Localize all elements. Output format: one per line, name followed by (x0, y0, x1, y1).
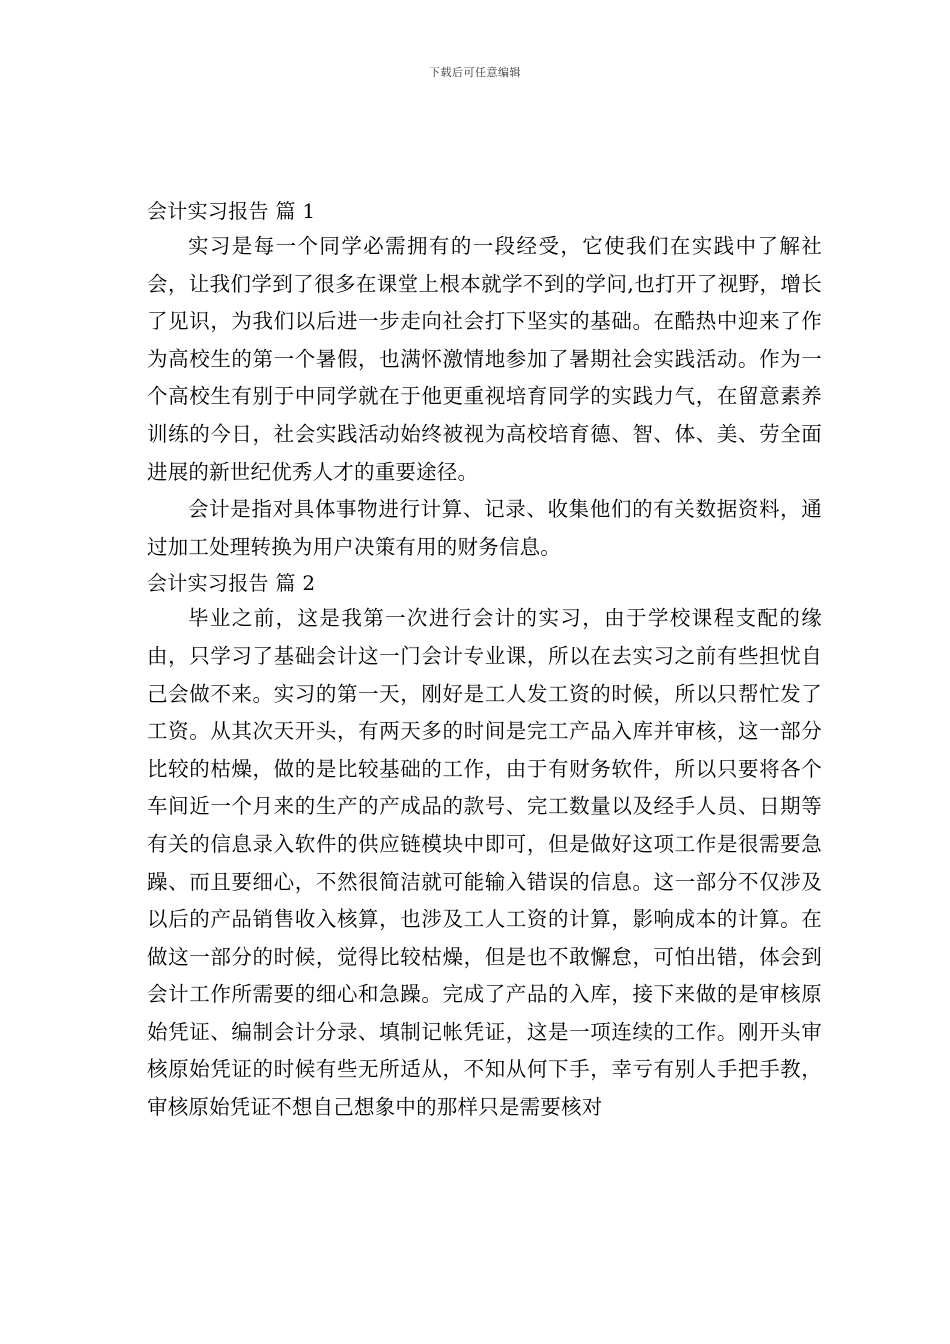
section-2-title: 会计实习报告 篇 2 (147, 571, 316, 596)
section-1-paragraph-2: 会计是指对具体事物进行计算、记录、收集他们的有关数据资料，通过加工处理转换为用户决策有用的财务信息。 (147, 497, 822, 559)
section-1-title: 会计实习报告 篇 1 (147, 199, 316, 223)
document-body (147, 194, 822, 1127)
page-header-note: 下载后可任意编辑 (429, 66, 521, 79)
section-2-paragraph-1: 毕业之前，这是我第一次进行会计的实习，由于学校课程支配的缘由，只学习了基础会计这一门会计专业课，所以在去实习之前有些担忧自己会做不来。实习的第一天，刚好是工人发工资的时候，所以只帮忙发了工资。从其次天开头，有两天多的时间是完工产品入库并审核，这一部分比较的枯燥，做的是比较基础的工作，由于有财务软件，所以只要将各个车间近一个月来的生产的产成品的款号、完工数量以及经手人员、日期等有关的信息录入软件的供应链模块中即可，但是做好这项工作是很需要急躁、而且要细心，不然很简洁就可能输入错误的信息。这一部分不仅涉及以后的产品销售收入核算，也涉及工人工资的计算，影响成本的计算。在做这一部分的时候，觉得比较枯燥，但是也不敢懈怠，可怕出错，体会到会计工作所需要的细心和急躁。完成了产品的入库，接下来做的是审核原始凭证、编制会计分录、填制记帐凭证，这是一项连续的工作。刚开头审核原始凭证的时候有些无所适从，不知从何下手，幸亏有别人手把手教，审核原始凭证不想自己想象中的那样只是需要核对 (147, 606, 822, 1120)
section-1-paragraph-1: 实习是每一个同学必需拥有的一段经受，它使我们在实践中了解社会，让我们学到了很多在课堂上根本就学不到的学问,也打开了视野，增长了见识，为我们以后进一步走向社会打下坚实的基础。在酷热中迎来了作为高校生的第一个暑假，也满怀激情地参加了暑期社会实践活动。作为一个高校生有别于中同学就在于他更重视培育同学的实践力气，在留意素养训练的今日，社会实践活动始终被视为高校培育德、智、体、美、劳全面进展的新世纪优秀人才的重要途径。 (147, 234, 822, 484)
